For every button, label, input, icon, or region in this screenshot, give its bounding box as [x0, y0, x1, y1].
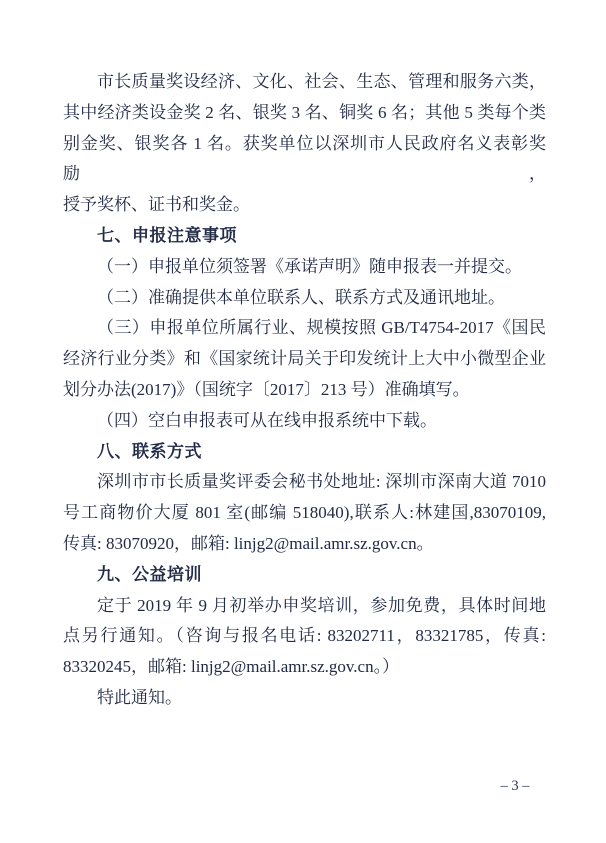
text-line: 其中经济类设金奖 2 名、银奖 3 名、铜奖 6 名；其他 5 类每个类 [63, 102, 546, 122]
text-line: 授予奖杯、证书和奖金。 [63, 195, 250, 215]
text-line: （二）准确提供本单位联系人、联系方式及通讯地址。 [97, 287, 505, 307]
document-body [63, 67, 546, 714]
closing-line: 特此通知。 [97, 687, 182, 707]
text-line: 深圳市市长质量奖评委会秘书处地址: 深圳市深南大道 7010 [97, 472, 546, 492]
text-line: （四）空白申报表可从在线申报系统中下载。 [97, 410, 437, 430]
section-heading-public-training: 九、公益培训 [97, 564, 202, 584]
text-line: 号工商物价大厦 801 室(邮编 518040),联系人:林建国,83070109, [63, 503, 546, 523]
text-line: （一）申报单位须签署《承诺声明》随申报表一并提交。 [97, 256, 522, 276]
text-line: 别金奖、银奖各 1 名。获奖单位以深圳市人民政府名义表彰奖励， [63, 133, 546, 184]
page-number: – 3 – [500, 778, 530, 794]
text-line: 点另行通知。（咨询与报名电话: 83202711，83321785，传真: [63, 626, 546, 646]
text-line: 划分办法(2017)》（国统字〔2017〕213 号）准确填写。 [63, 379, 470, 399]
text-line: 经济行业分类》和《国家统计局关于印发统计上大中小微型企业 [63, 349, 546, 369]
text-line: 市长质量奖设经济、文化、社会、生态、管理和服务六类， [97, 72, 546, 91]
text-line: 定于 2019 年 9 月初举办申奖培训，参加免费，具体时间地 [97, 595, 546, 615]
text-line: 传真: 83070920，邮箱: linjg2@mail.amr.sz.gov.cn。 [63, 533, 434, 553]
text-line: （三）申报单位所属行业、规模按照 GB/T4754-2017《国民 [97, 318, 546, 338]
text-line: 83320245，邮箱: linjg2@mail.amr.sz.gov.cn。） [63, 657, 400, 677]
section-heading-application-notes: 七、申报注意事项 [97, 225, 237, 245]
section-heading-contact-info: 八、联系方式 [97, 441, 202, 461]
